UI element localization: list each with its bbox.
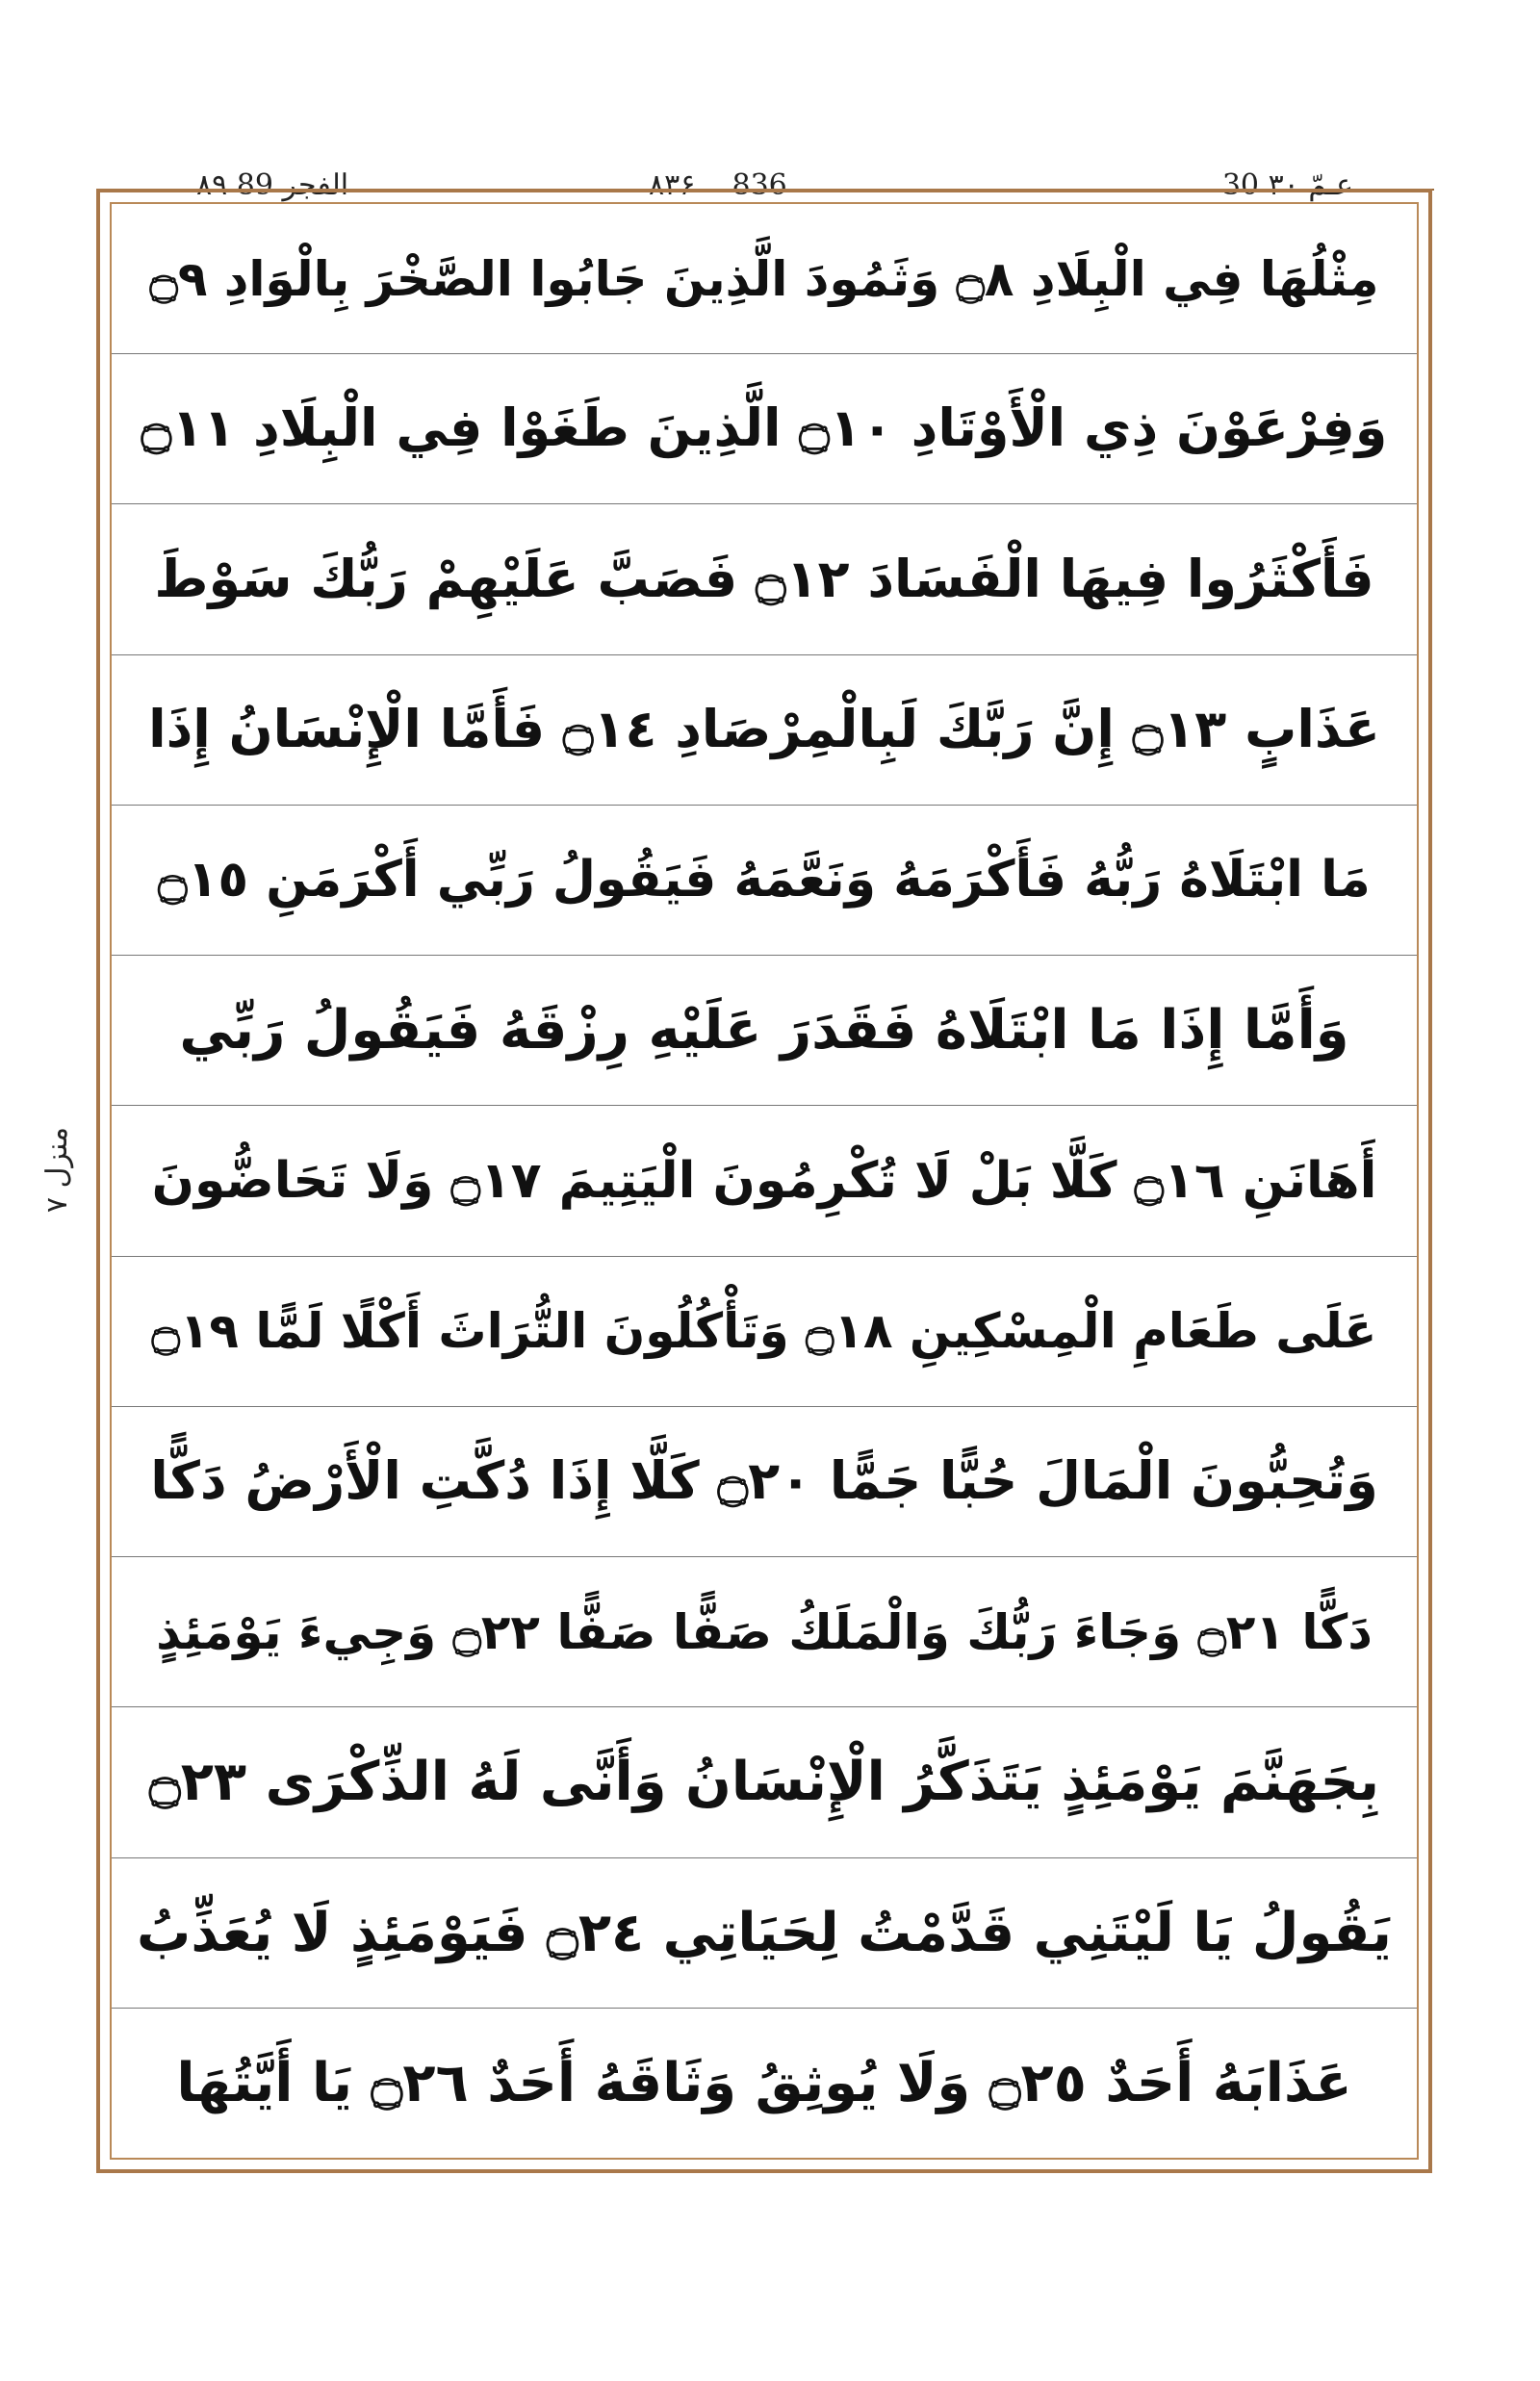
text-line-content: بِجَهَنَّمَ يَوْمَئِذٍ يَتَذَكَّرُ الْإِنْسَانُ وَأَنَّى لَهُ الذِّكْرَى ۝٢٣ — [148, 1751, 1380, 1814]
text-line-content: وَفِرْعَوْنَ ذِي الْأَوْتَادِ ۝١٠ الَّذِينَ طَغَوْا فِي الْبِلَادِ ۝١١ — [141, 397, 1388, 459]
text-line — [112, 1407, 1417, 1557]
text-line — [112, 806, 1417, 956]
text-line-content: عَذَابٍ ۝١٣ إِنَّ رَبَّكَ لَبِالْمِرْصَادِ ۝١٤ فَأَمَّا الْإِنْسَانُ إِذَا — [148, 698, 1380, 759]
text-line-content: يَقُولُ يَا لَيْتَنِي قَدَّمْتُ لِحَيَاتِي ۝٢٤ فَيَوْمَئِذٍ لَا يُعَذِّبُ — [137, 1901, 1392, 1964]
text-line-content: وَتُحِبُّونَ الْمَالَ حُبًّا جَمًّا ۝٢٠ كَلَّا إِذَا دُكَّتِ الْأَرْضُ دَكًّا — [150, 1450, 1378, 1512]
text-line-content: مِثْلُهَا فِي الْبِلَادِ ۝٨ وَثَمُودَ الَّذِينَ جَابُوا الصَّخْرَ بِالْوَادِ ۝٩ — [149, 250, 1379, 307]
text-line — [112, 204, 1417, 354]
text-line — [112, 1557, 1417, 1707]
text-line-content: أَهَانَنِ ۝١٦ كَلَّا بَلْ لَا تُكْرِمُونَ الْيَتِيمَ ۝١٧ وَلَا تَحَاضُّونَ — [151, 1151, 1377, 1210]
text-line-content: وَأَمَّا إِذَا مَا ابْتَلَاهُ فَقَدَرَ عَلَيْهِ رِزْقَهُ فَيَقُولُ رَبِّي — [179, 999, 1349, 1062]
text-line-content: عَذَابَهُ أَحَدٌ ۝٢٥ وَلَا يُوثِقُ وَثَاقَهُ أَحَدٌ ۝٢٦ يَا أَيَّتُهَا — [176, 2051, 1352, 2114]
header-page-number-urdu: ۸۳۶ — [649, 168, 696, 202]
quran-text-block — [112, 204, 1417, 2158]
text-line-content: مَا ابْتَلَاهُ رَبُّهُ فَأَكْرَمَهُ وَنَعَّمَهُ فَيَقُولُ رَبِّي أَكْرَمَنِ ۝١٥ — [158, 851, 1371, 909]
text-line-content: دَكًّا ۝٢١ وَجَاءَ رَبُّكَ وَالْمَلَكُ صَفًّا صَفًّا ۝٢٢ وَجِيءَ يَوْمَئِذٍ — [156, 1603, 1373, 1660]
manzil-label — [29, 1097, 87, 1242]
text-line — [112, 956, 1417, 1106]
text-line — [112, 2009, 1417, 2158]
header-surah-name: ۸۹ الفجر 89 — [183, 164, 362, 208]
text-line — [112, 1707, 1417, 1857]
header-juz-name: 30 عـمّ ۳۰ — [1209, 164, 1367, 208]
text-line — [112, 1858, 1417, 2009]
text-line — [112, 504, 1417, 654]
header-page-number-latin: 836 — [732, 168, 787, 202]
text-line-content: عَلَى طَعَامِ الْمِسْكِينِ ۝١٨ وَتَأْكُلُونَ التُّرَاثَ أَكْلًا لَمًّا ۝١٩ — [151, 1303, 1377, 1360]
text-line — [112, 655, 1417, 806]
text-line — [112, 354, 1417, 504]
manzil-label-text: منزل ۷ — [40, 1126, 75, 1213]
text-line — [112, 1257, 1417, 1407]
text-line-content: فَأَكْثَرُوا فِيهَا الْفَسَادَ ۝١٢ فَصَبَّ عَلَيْهِمْ رَبُّكَ سَوْطَ — [154, 548, 1374, 609]
text-line — [112, 1106, 1417, 1256]
